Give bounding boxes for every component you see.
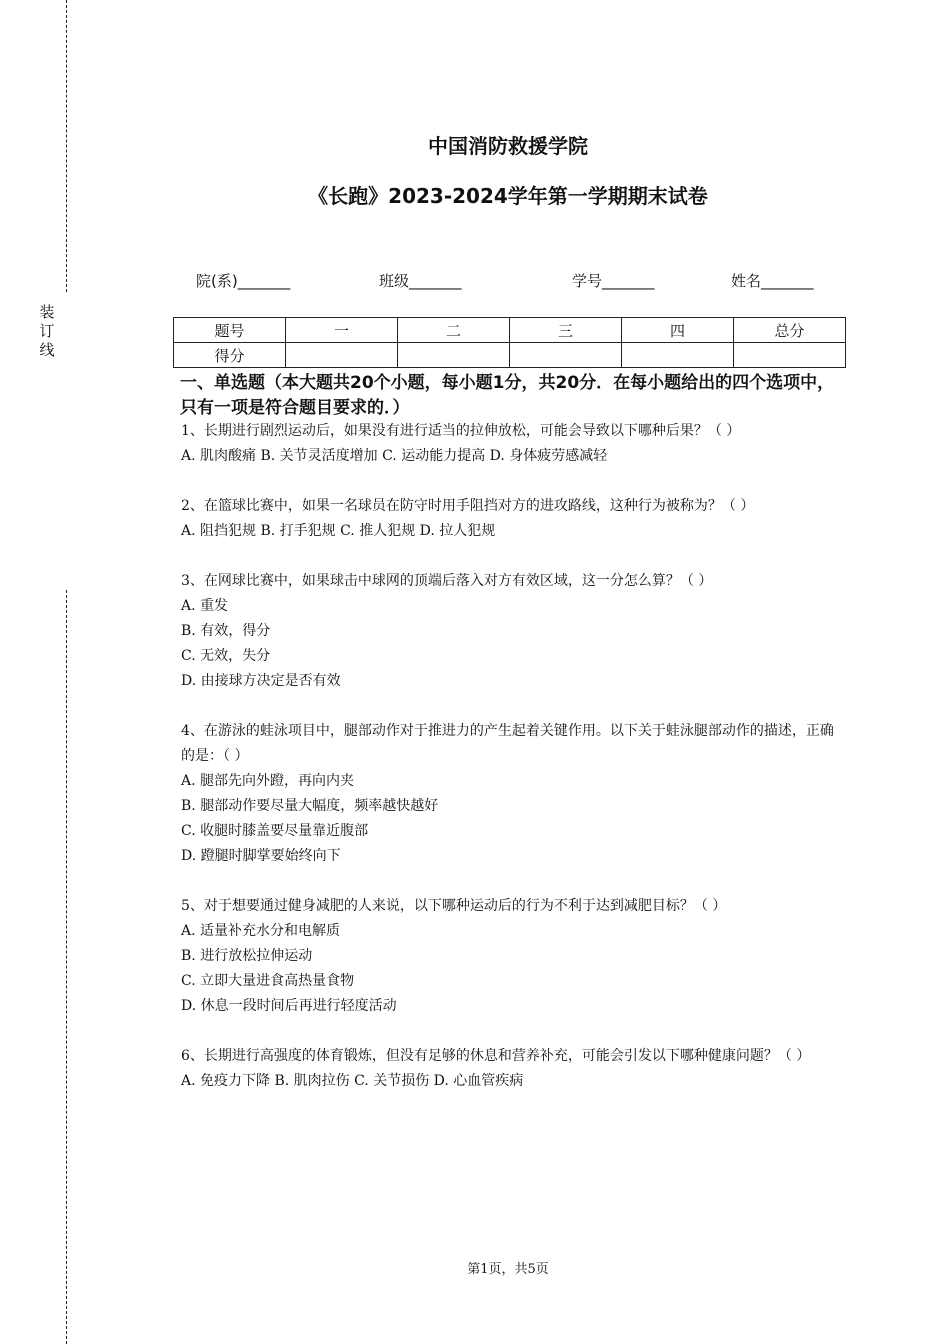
question-option: A. 腿部先向外蹬，再向内夹	[181, 773, 355, 789]
question-5	[181, 894, 841, 1019]
score-cell[interactable]	[286, 343, 398, 368]
exam-title: 《长跑》2023-2024学年第一学期期末试卷	[308, 184, 708, 208]
question-option: A. 免疫力下降 B. 肌肉拉伤 C. 关节损伤 D. 心血管疾病	[181, 1073, 524, 1089]
question-option: D. 休息一段时间后再进行轻度活动	[181, 998, 397, 1014]
question-stem: 3、在网球比赛中，如果球击中球网的顶端后落入对方有效区域，这一分怎么算？（ ）	[181, 573, 713, 589]
question-option: A. 肌肉酸痛 B. 关节灵活度增加 C. 运动能力提高 D. 身体疲劳感减轻	[181, 448, 608, 464]
question-stem: 1、长期进行剧烈运动后，如果没有进行适当的拉伸放松，可能会导致以下哪种后果？（ ）	[181, 423, 741, 439]
question-stem: 4、在游泳的蛙泳项目中，腿部动作对于推进力的产生起着关键作用。以下关于蛙泳腿部动作的描述，正确的是：（ ）	[181, 723, 834, 764]
question-options	[181, 444, 841, 469]
page-footer: 第1页，共5页	[467, 1262, 549, 1277]
question-options	[181, 519, 841, 544]
section-heading: 一、单选题（本大题共20个小题，每小题1分，共20分．在每小题给出的四个选项中，只有一项是符合题目要求的．）	[180, 373, 835, 418]
binding-char: 订	[39, 322, 55, 340]
question-option: C. 无效，失分	[181, 648, 271, 664]
question-6	[181, 1044, 841, 1094]
question-option: B. 进行放松拉伸运动	[181, 948, 313, 964]
question-stem: 6、长期进行高强度的体育锻炼，但没有足够的休息和营养补充，可能会引发以下哪种健康问题？（ ）	[181, 1048, 811, 1064]
table-cell: 三	[510, 318, 622, 343]
question-option: C. 立即大量进食高热量食物	[181, 973, 355, 989]
score-cell[interactable]	[622, 343, 734, 368]
question-option: A. 重发	[181, 598, 229, 614]
question-option: B. 腿部动作要尽量大幅度，频率越快越好	[181, 798, 439, 814]
score-table	[173, 317, 846, 368]
department-field[interactable]: 院(系)_______	[196, 272, 291, 290]
student-id-field[interactable]: 学号_______	[572, 272, 655, 290]
binding-line-bottom	[66, 590, 67, 1344]
question-option: D. 蹬腿时脚掌要始终向下	[181, 848, 341, 864]
question-4	[181, 719, 841, 869]
question-2	[181, 494, 841, 544]
question-option: D. 由接球方决定是否有效	[181, 673, 341, 689]
class-field[interactable]: 班级_______	[379, 272, 462, 290]
table-cell: 二	[398, 318, 510, 343]
table-cell: 题号	[174, 318, 286, 343]
score-table-header-row	[174, 318, 846, 343]
question-option: A. 阻挡犯规 B. 打手犯规 C. 推人犯规 D. 拉人犯规	[181, 523, 496, 539]
question-option: A. 适量补充水分和电解质	[181, 923, 341, 939]
question-options	[181, 919, 841, 1019]
score-table-score-row	[174, 343, 846, 368]
binding-char: 装	[39, 303, 55, 321]
question-options	[181, 594, 841, 694]
score-cell[interactable]	[398, 343, 510, 368]
name-field[interactable]: 姓名_______	[731, 272, 814, 290]
score-cell[interactable]	[734, 343, 846, 368]
table-cell: 一	[286, 318, 398, 343]
binding-label	[38, 303, 56, 360]
question-1	[181, 419, 841, 469]
question-options	[181, 769, 841, 869]
table-cell: 得分	[174, 343, 286, 368]
question-option: B. 有效，得分	[181, 623, 271, 639]
question-3	[181, 569, 841, 694]
table-cell: 四	[622, 318, 734, 343]
binding-char: 线	[39, 341, 55, 359]
institution-title: 中国消防救援学院	[428, 134, 588, 158]
question-options	[181, 1069, 841, 1094]
table-cell: 总分	[734, 318, 846, 343]
student-info-row	[0, 270, 950, 292]
score-cell[interactable]	[510, 343, 622, 368]
question-stem: 5、对于想要通过健身减肥的人来说，以下哪种运动后的行为不利于达到减肥目标？（ ）	[181, 898, 727, 914]
question-stem: 2、在篮球比赛中，如果一名球员在防守时用手阻挡对方的进攻路线，这种行为被称为？（ ）	[181, 498, 755, 514]
question-option: C. 收腿时膝盖要尽量靠近腹部	[181, 823, 369, 839]
question-list	[181, 419, 841, 1119]
